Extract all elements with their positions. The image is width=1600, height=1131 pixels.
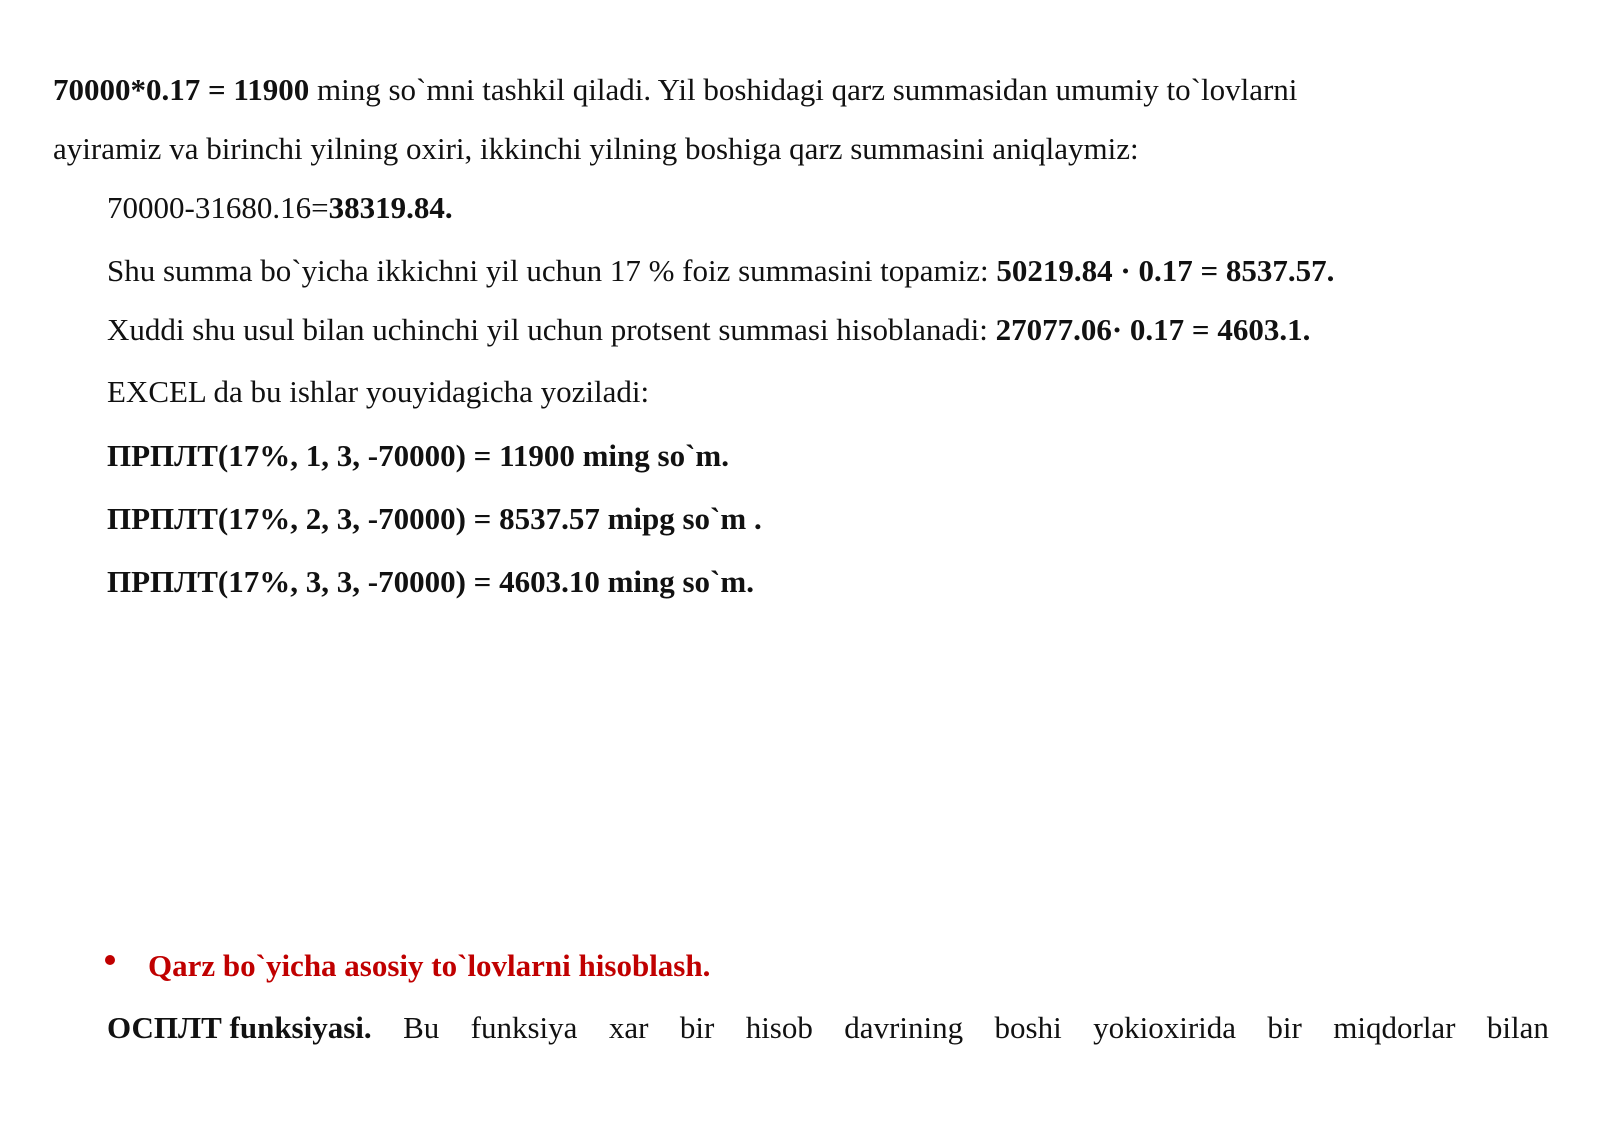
excel-formula-1 (107, 436, 729, 476)
second-year-interest-line (107, 251, 1334, 291)
excel-formula-2 (107, 499, 762, 539)
paragraph-word: hisob (745, 1010, 813, 1045)
paragraph-line-1 (53, 70, 1297, 110)
paragraph-word: Bu (403, 1010, 440, 1045)
paragraph-word: xar (608, 1010, 649, 1045)
paragraph-text: Xuddi shu usul bilan uchinchi yil uchun protsent summasi hisoblanadi: (107, 312, 996, 347)
paragraph-word: funksiya (470, 1010, 578, 1045)
paragraph-word: bir (1267, 1010, 1302, 1045)
paragraph-word: bilan (1486, 1010, 1549, 1045)
paragraph-word: yokioxirida (1093, 1010, 1237, 1045)
calculation-line (107, 188, 453, 228)
paragraph-word: miqdorlar (1333, 1010, 1456, 1045)
justified-words (107, 1008, 1549, 1048)
function-label: ОСПЛТ funksiyasi. (107, 1010, 372, 1045)
section-heading-text: Qarz bo`yicha asosiy to`lovlarni hisoblash. (148, 948, 711, 983)
paragraph-word: davrining (844, 1010, 964, 1045)
bullet-icon (105, 955, 115, 965)
formula-8537: 50219.84 · 0.17 = 8537.57. (996, 253, 1335, 288)
formula-4603: 27077.06· 0.17 = 4603.1. (995, 312, 1311, 347)
formula-11900: 70000*0.17 = 11900 (53, 72, 310, 107)
excel-formula-text: ПРПЛТ(17%, 1, 3, -70000) = 11900 ming so`m. (107, 438, 729, 473)
third-year-interest-line (107, 310, 1310, 350)
paragraph-text: Shu summa bo`yicha ikkichni yil uchun 17 % foiz summasini topamiz: (107, 253, 997, 288)
excel-formula-3 (107, 562, 754, 602)
paragraph-line-2: ayiramiz va birinchi yilning oxiri, ikkinchi yilning boshiga qarz summasini aniqlaymiz: (53, 131, 1139, 166)
excel-intro-line: EXCEL da bu ishlar youyidagicha yoziladi: (107, 374, 650, 409)
calculation-expression: 70000-31680.16= (107, 190, 329, 225)
excel-formula-text: ПРПЛТ(17%, 3, 3, -70000) = 4603.10 ming so`m. (107, 564, 754, 599)
last-paragraph-line (107, 1008, 1549, 1048)
calculation-result: 38319.84. (328, 190, 453, 225)
paragraph-word: bir (679, 1010, 715, 1045)
paragraph-word: boshi (994, 1010, 1062, 1045)
paragraph-text: ming so`mni tashkil qiladi. Yil boshidagi qarz summasidan umumiy to`lovlarni (309, 72, 1298, 107)
excel-formula-text: ПРПЛТ(17%, 2, 3, -70000) = 8537.57 mipg so`m . (107, 501, 762, 536)
